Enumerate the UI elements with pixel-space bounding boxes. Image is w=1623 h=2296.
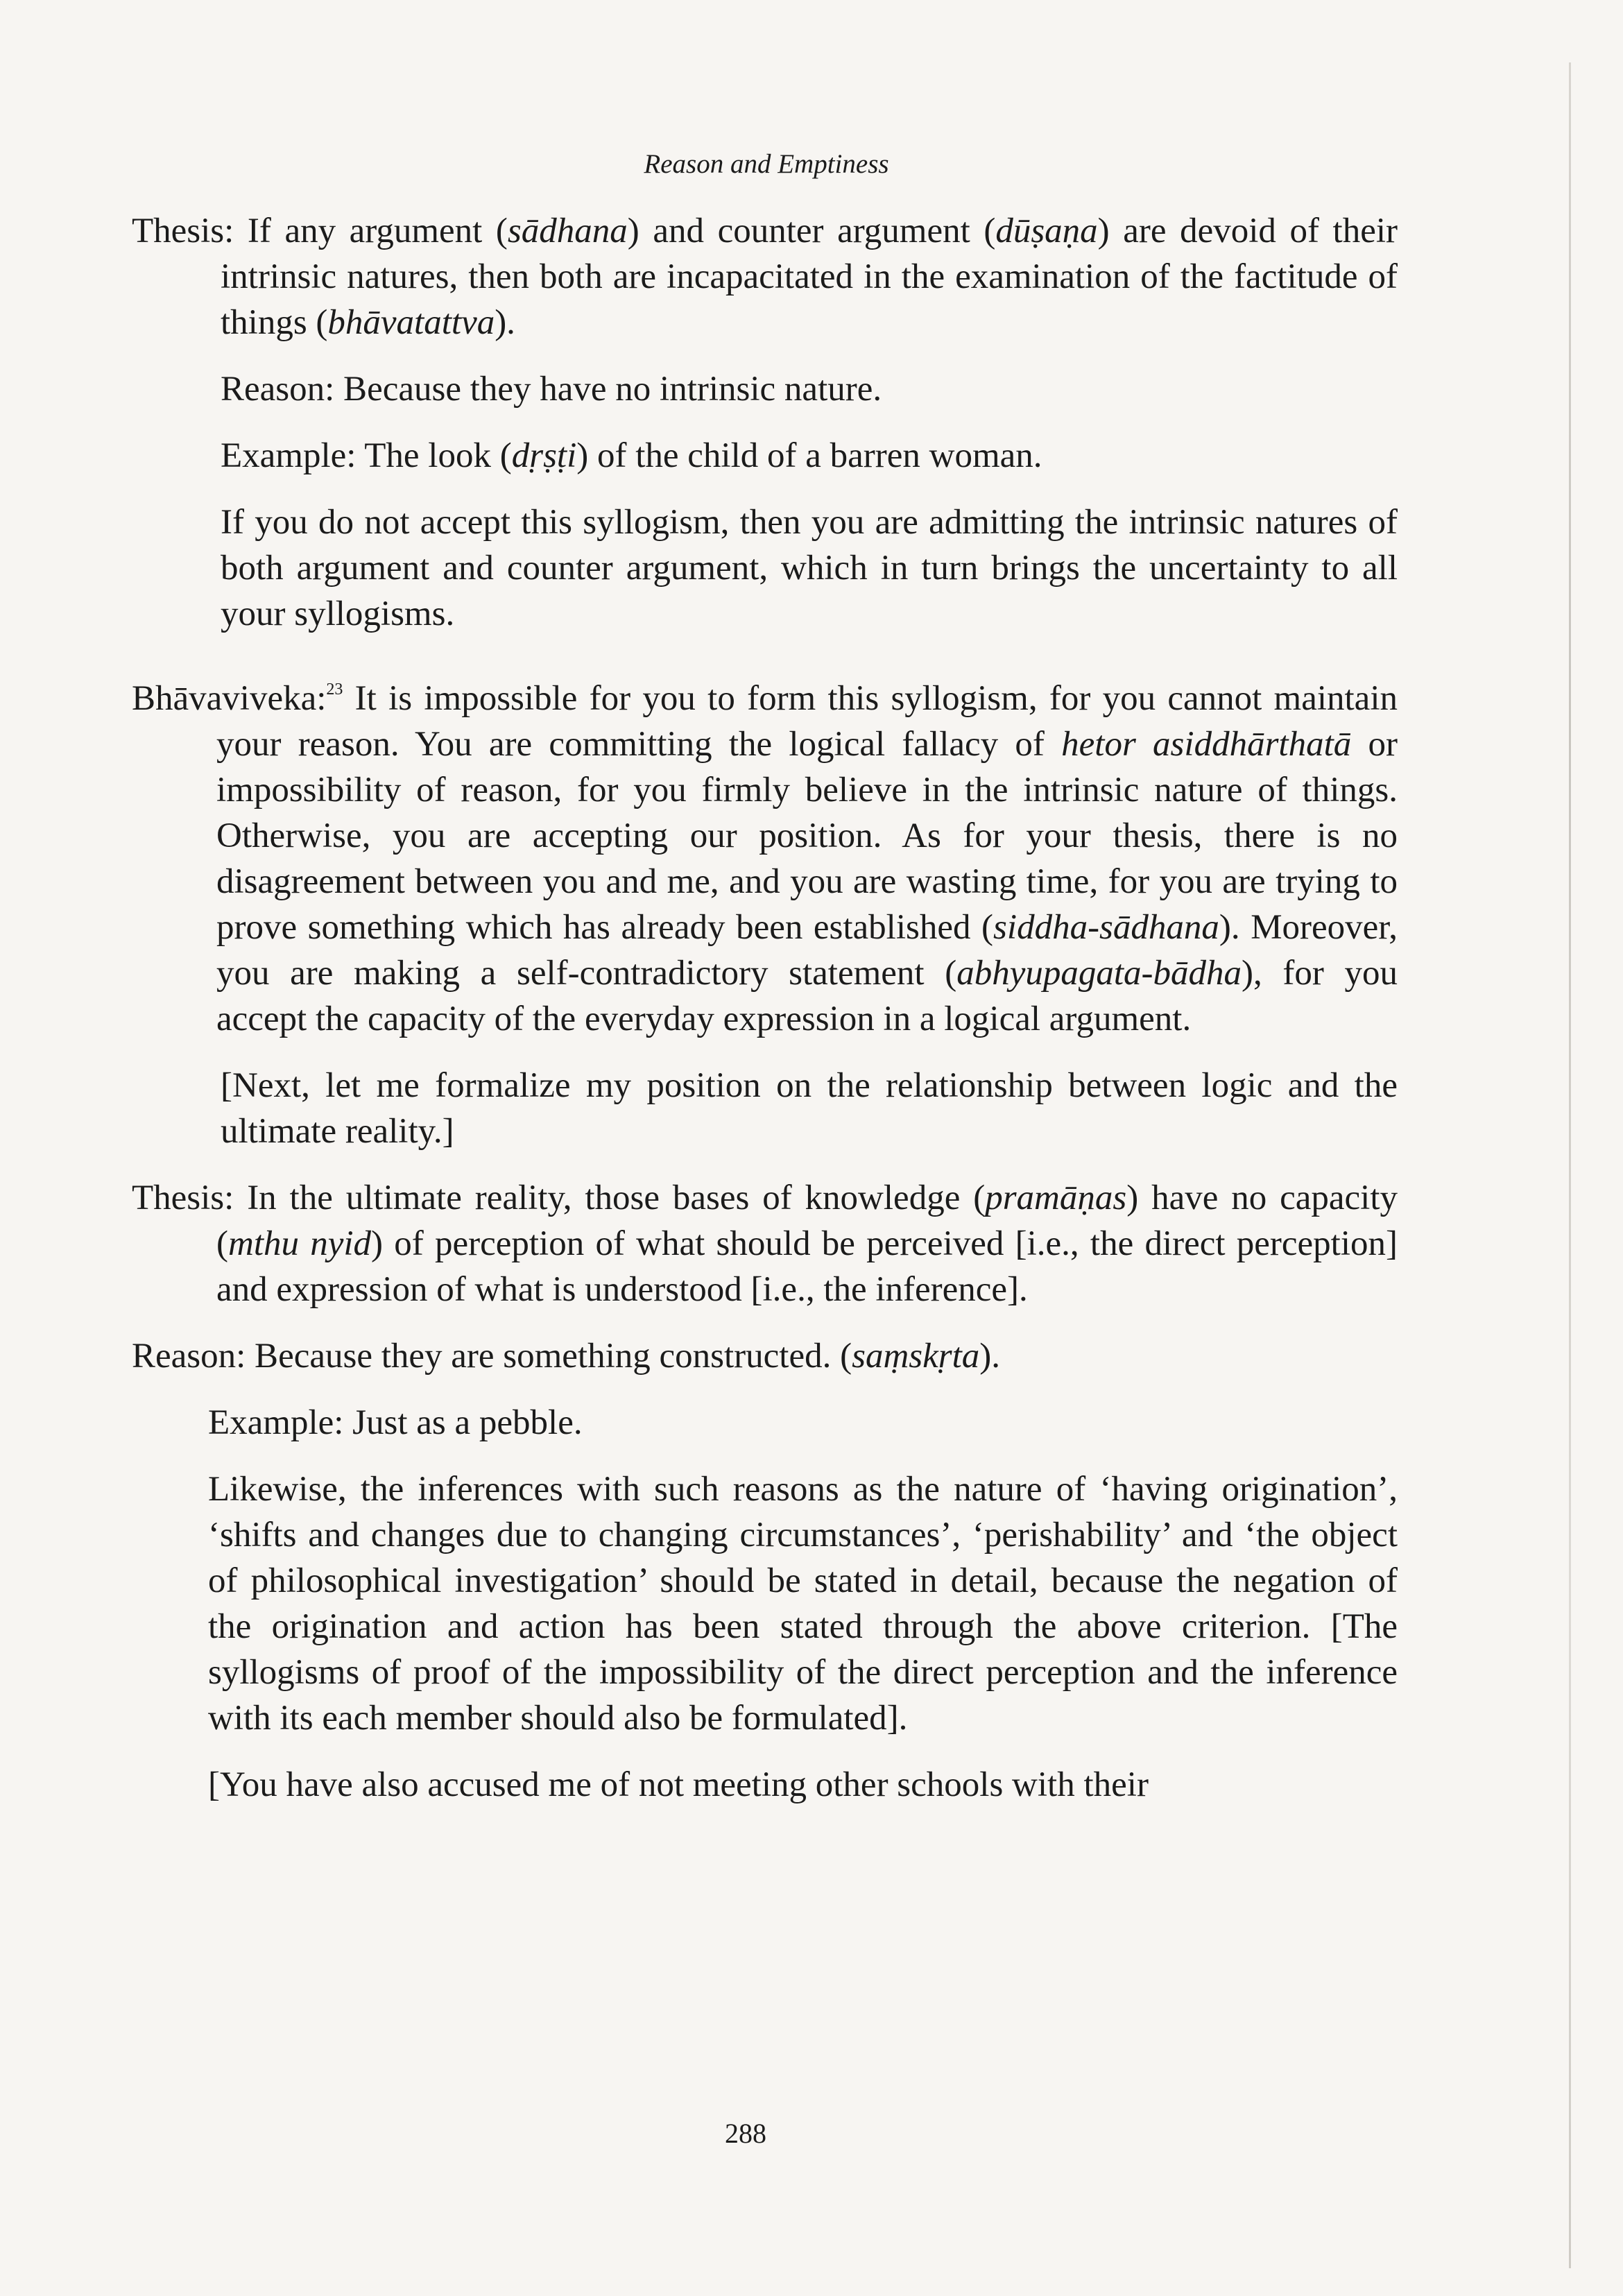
text-run: Thesis: If any argument ( bbox=[132, 212, 508, 250]
body-text bbox=[132, 208, 1398, 1828]
text-run: or impossibility of reason, for you firmly believe in the intrinsic nature of things. Otherwise, you are accepting our position. As for your thesis, there is no disagreement between you and me, and you are wasting time, for you are trying to prove something which has already been established ( bbox=[216, 725, 1398, 947]
sanskrit-term: dūṣaṇa bbox=[995, 212, 1098, 250]
text-run: ) of the child of a barren woman. bbox=[576, 436, 1042, 475]
text-run: ). Moreover, you are making a self-contradictory statement ( bbox=[216, 908, 1398, 993]
text-run: ) have no capacity ( bbox=[216, 1179, 1398, 1263]
sanskrit-term: saṃskṛta bbox=[852, 1337, 980, 1376]
scan-edge-line bbox=[1569, 62, 1571, 2268]
thesis-paragraph-2 bbox=[132, 1175, 1398, 1312]
sanskrit-term: bhāvatattva bbox=[327, 303, 495, 342]
footnote-marker: 23 bbox=[326, 680, 343, 699]
syllogism-paragraph: If you do not accept this syllogism, then you are admitting the intrinsic natures of both argument and counter argument, which in turn brings the uncertainty to all your syllogisms. bbox=[221, 503, 1398, 633]
sanskrit-term: dṛṣṭi bbox=[511, 436, 577, 475]
text-run: It is impossible for you to form this syllogism, for you cannot maintain your reason. You are committing the logical fallacy of bbox=[216, 679, 1398, 764]
running-head: Reason and Emptiness bbox=[644, 149, 889, 179]
text-run: ). bbox=[979, 1337, 1001, 1376]
reason-paragraph-2 bbox=[132, 1333, 1398, 1379]
sanskrit-term: hetor asiddhārthatā bbox=[1061, 725, 1352, 764]
sanskrit-term: pramāṇas bbox=[985, 1179, 1127, 1217]
text-run: ) and counter argument ( bbox=[627, 212, 996, 250]
thesis-paragraph-1 bbox=[132, 208, 1398, 345]
text-run: ) are devoid of their intrinsic natures, then both are incapacitated in the examination of the factitude of things ( bbox=[221, 212, 1398, 342]
text-run: Thesis: In the ultimate reality, those bases of knowledge ( bbox=[132, 1179, 986, 1217]
text-run: ). bbox=[495, 303, 515, 342]
text-run: ) of perception of what should be perceived [i.e., the direct perception] and expression of what is understood [i.e., the inference]. bbox=[216, 1224, 1398, 1309]
bhavaviveka-paragraph bbox=[132, 676, 1398, 1042]
speaker-label: Bhāvaviveka: bbox=[132, 679, 327, 718]
sanskrit-term: siddha-sādhana bbox=[993, 908, 1219, 947]
bracketed-note-paragraph: [Next, let me formalize my position on the relationship between logic and the ultimate reality.] bbox=[221, 1066, 1398, 1151]
reason-paragraph-1: Reason: Because they have no intrinsic nature. bbox=[221, 370, 882, 409]
text-run: Example: The look ( bbox=[221, 436, 512, 475]
text-run: Reason: Because they are something constructed. ( bbox=[132, 1337, 852, 1376]
example-paragraph-1 bbox=[132, 433, 1398, 479]
inferences-paragraph: Likewise, the inferences with such reasons as the nature of ‘having origination’, ‘shifts and changes due to changing circumstances’, ‘perishability’ and ‘the object of philosophical investigation’ should be stated in detail, because the negation of the origination and action has been stated through the above criterion. [The syllogisms of proof of the impossibility of the direct perception and the inference with its each member should also be formulated]. bbox=[208, 1470, 1398, 1738]
continuation-paragraph: [You have also accused me of not meeting other schools with their bbox=[208, 1765, 1149, 1804]
text-run: ), for you accept the capacity of the everyday expression in a logical argument. bbox=[216, 954, 1398, 1038]
sanskrit-term: sādhana bbox=[507, 212, 628, 250]
sanskrit-term: abhyupagata-bādha bbox=[956, 954, 1242, 993]
example-paragraph-2: Example: Just as a pebble. bbox=[208, 1403, 583, 1442]
page-number: 288 bbox=[725, 2118, 766, 2149]
tibetan-term: mthu nyid bbox=[227, 1224, 372, 1263]
